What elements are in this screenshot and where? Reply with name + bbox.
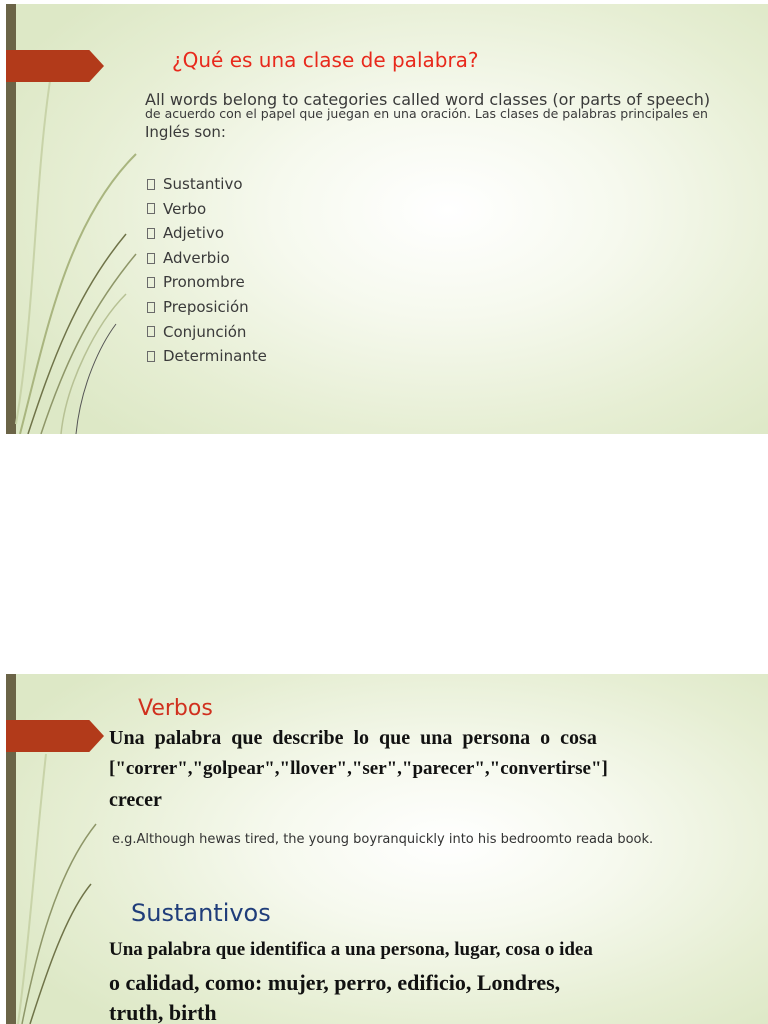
verbs-definition-line-3: crecer bbox=[109, 789, 162, 811]
box-bullet-icon bbox=[147, 253, 155, 264]
list-item-label: Preposición bbox=[163, 297, 249, 316]
word-class-list bbox=[147, 172, 267, 369]
slide-word-classes bbox=[6, 4, 768, 434]
intro-text-line-1: All words belong to categories called word classes (or parts of speech) bbox=[145, 90, 711, 109]
box-bullet-icon bbox=[147, 179, 155, 190]
nouns-definition-line-2: o calidad, como: mujer, perro, edificio, Londres, bbox=[109, 970, 561, 995]
nouns-definition-line-3: truth, birth bbox=[109, 1000, 217, 1024]
example-sentence: e.g.Although hewas tired, the young boyranquickly into his bedroomto reada book. bbox=[112, 832, 654, 847]
slide-verbs-nouns bbox=[6, 674, 768, 1024]
list-item bbox=[147, 172, 267, 197]
list-item bbox=[147, 344, 267, 369]
box-bullet-icon bbox=[147, 228, 155, 239]
intro-text-line-2: de acuerdo con el papel que juegan en una oración. Las clases de palabras principales en bbox=[145, 106, 708, 121]
nouns-heading: Sustantivos bbox=[131, 899, 271, 927]
slide-title: ¿Qué es una clase de palabra? bbox=[172, 48, 479, 72]
box-bullet-icon bbox=[147, 302, 155, 313]
box-bullet-icon bbox=[147, 326, 155, 337]
list-item bbox=[147, 270, 267, 295]
list-item bbox=[147, 320, 267, 345]
list-item-label: Conjunción bbox=[163, 322, 247, 341]
list-item bbox=[147, 295, 267, 320]
box-bullet-icon bbox=[147, 351, 155, 362]
verbs-definition-line-2: ["correr","golpear","llover","ser","parecer","convertirse"] bbox=[109, 758, 608, 779]
title-ribbon-arrow bbox=[6, 50, 104, 82]
list-item bbox=[147, 246, 267, 271]
box-bullet-icon bbox=[147, 203, 155, 214]
box-bullet-icon bbox=[147, 277, 155, 288]
list-item-label: Sustantivo bbox=[163, 175, 243, 193]
list-item bbox=[147, 197, 267, 222]
list-item-label: Adjetivo bbox=[163, 224, 225, 243]
list-item-label: Pronombre bbox=[163, 273, 245, 292]
nouns-definition-line-1: Una palabra que identifica a una persona, lugar, cosa o idea bbox=[109, 939, 593, 960]
title-ribbon-arrow bbox=[6, 720, 104, 752]
list-item-label: Adverbio bbox=[163, 248, 230, 267]
list-item-label: Verbo bbox=[163, 199, 207, 218]
list-item bbox=[147, 221, 267, 246]
intro-text-line-3: Inglés son: bbox=[145, 123, 226, 141]
list-item-label: Determinante bbox=[163, 347, 267, 366]
verbs-definition-line-1: Una palabra que describe lo que una persona o cosa bbox=[109, 727, 597, 749]
verbs-heading: Verbos bbox=[138, 696, 213, 721]
